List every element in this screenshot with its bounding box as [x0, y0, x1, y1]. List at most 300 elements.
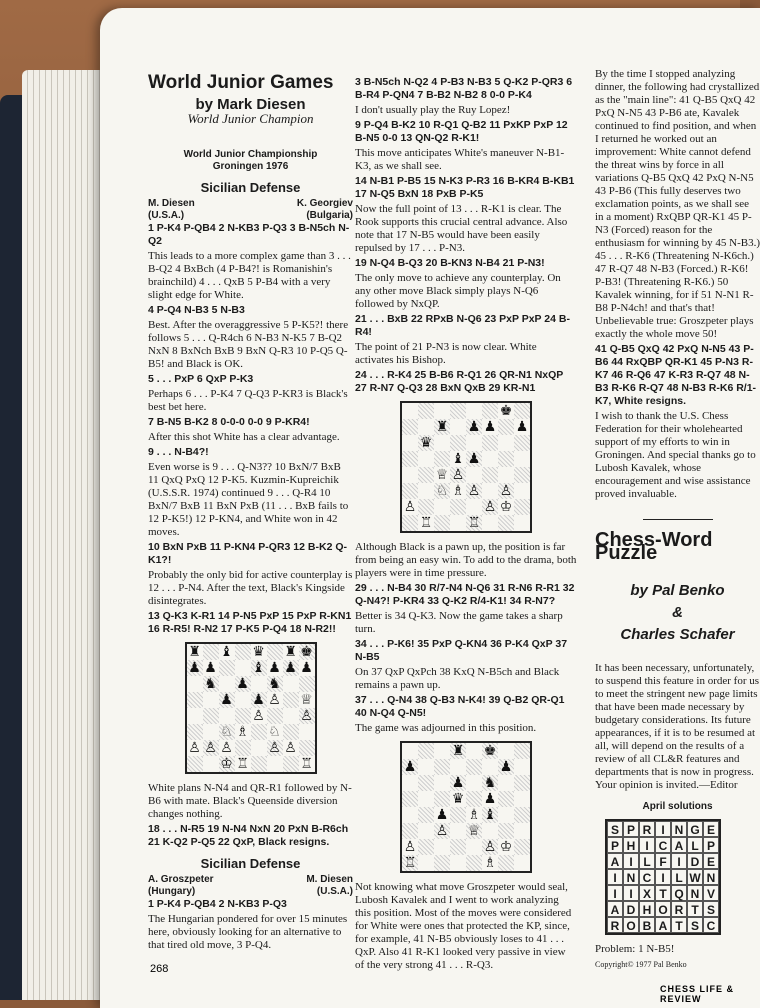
grid-cell: N	[623, 869, 639, 885]
board-square	[466, 467, 482, 483]
board-square: ♞	[204, 676, 217, 692]
board-square	[267, 644, 283, 660]
board-square: ♟	[483, 791, 497, 807]
problem-solution: Problem: 1 N-B5!	[595, 943, 675, 955]
grid-cell: I	[655, 869, 671, 885]
board-square	[251, 756, 267, 772]
grid-cell: N	[671, 821, 687, 837]
board-square: ♙	[220, 740, 233, 756]
board-square	[418, 467, 434, 483]
board-square	[203, 708, 219, 724]
board-square	[235, 644, 251, 660]
puzzle-author-2: Charles Schafer	[620, 626, 735, 643]
annotation: Perhaps 6 . . . P-K4 7 Q-Q3 P-KR3 is Black's best bet here.	[148, 388, 348, 413]
board-square: ♙	[252, 708, 265, 724]
board-square	[450, 435, 466, 451]
board-square	[418, 483, 434, 499]
board-square: ♛	[419, 435, 433, 451]
moves: 24 . . . R-K4 25 B-B6 R-Q1 26 QR-N1 NxQP 27 R-N7 Q-Q3 28 BxN QxB 29 KR-N1	[355, 369, 564, 394]
board-square: ♟	[236, 676, 249, 692]
moves: 1 P-K4 P-QB4 2 N-KB3 P-Q3 3 B-N5ch N-Q2	[148, 222, 350, 247]
board-square: ♖	[300, 756, 313, 772]
board-square	[402, 515, 418, 531]
grid-cell: N	[703, 869, 719, 885]
board-square	[498, 823, 514, 839]
game2-white-country: (Hungary)	[148, 886, 196, 897]
board-square: ♗	[451, 483, 465, 499]
board-square: ♙	[499, 483, 513, 499]
board-square	[434, 839, 450, 855]
board-square: ♙	[451, 467, 465, 483]
board-square	[482, 515, 498, 531]
board-square	[498, 807, 514, 823]
grid-cell: E	[703, 853, 719, 869]
board-square: ♚	[300, 644, 313, 660]
copyright: Copyright© 1977 Pal Benko	[595, 960, 687, 969]
game1-white-country: (U.S.A.)	[148, 210, 185, 221]
moves: 4 P-Q4 N-B3 5 N-B3	[148, 304, 245, 316]
annotation: The only move to achieve any counterplay. On any other move Black simply plays N-Q6 followed by NxQP.	[355, 272, 561, 310]
board-square	[187, 676, 203, 692]
grid-cell: T	[671, 917, 687, 933]
board-square	[418, 419, 434, 435]
grid-cell: C	[655, 837, 671, 853]
board-square	[450, 839, 466, 855]
grid-cell: L	[687, 837, 703, 853]
board-square: ♝	[252, 660, 265, 676]
board-square	[402, 743, 418, 759]
board-square	[267, 708, 283, 724]
board-square: ♗	[236, 724, 249, 740]
grid-cell: C	[703, 917, 719, 933]
moves: 10 BxN PxB 11 P-KN4 P-QR3 12 B-K2 Q-K1?!	[148, 541, 347, 566]
board-square	[466, 775, 482, 791]
board-square	[434, 791, 450, 807]
board-square	[498, 435, 514, 451]
grid-cell: L	[671, 869, 687, 885]
article-byline: by Mark Diesen	[195, 96, 306, 113]
board-square	[514, 743, 530, 759]
board-square	[187, 708, 203, 724]
board-square	[434, 775, 450, 791]
event-name	[148, 149, 353, 173]
board-square: ♙	[483, 839, 497, 855]
board-square	[514, 839, 530, 855]
board-square: ♝	[220, 644, 233, 660]
grid-cell: A	[671, 837, 687, 853]
board-square	[514, 499, 530, 515]
board-square	[450, 515, 466, 531]
board-square: ♟	[204, 660, 217, 676]
board-square	[514, 823, 530, 839]
board-square	[235, 740, 251, 756]
board-square	[466, 499, 482, 515]
board-square	[482, 467, 498, 483]
board-square: ♘	[220, 724, 233, 740]
board-square	[482, 759, 498, 775]
grid-cell: P	[703, 837, 719, 853]
board-square: ♖	[467, 515, 481, 531]
board-square	[418, 499, 434, 515]
grid-cell: S	[703, 901, 719, 917]
chess-diagram-3	[400, 741, 532, 873]
board-square	[418, 791, 434, 807]
board-square	[402, 419, 418, 435]
board-square	[283, 676, 299, 692]
board-square: ♚	[483, 743, 497, 759]
grid-cell: O	[623, 917, 639, 933]
board-square: ♞	[483, 775, 497, 791]
board-square	[482, 403, 498, 419]
board-square: ♟	[467, 419, 481, 435]
grid-cell: H	[639, 901, 655, 917]
grid-cell: F	[655, 853, 671, 869]
grid-cell: S	[687, 917, 703, 933]
moves: 7 B-N5 B-K2 8 0-0-0 0-0 9 P-KR4!	[148, 416, 310, 428]
board-square	[402, 823, 418, 839]
board-square: ♙	[204, 740, 217, 756]
board-square	[466, 791, 482, 807]
board-square: ♙	[188, 740, 201, 756]
board-square: ♙	[284, 740, 297, 756]
moves: 29 . . . N-B4 30 R/7-N4 N-Q6 31 R-N6 R-R1 32 Q-N4?! P-KR4 33 Q-K2 R/4-K1! 34 R-N7?	[355, 582, 575, 607]
board-square: ♗	[483, 855, 497, 871]
board-square	[498, 419, 514, 435]
board-square: ♟	[252, 692, 265, 708]
grid-cell: B	[639, 917, 655, 933]
board-square	[267, 756, 283, 772]
board-square	[466, 855, 482, 871]
board-square: ♚	[499, 403, 513, 419]
board-square	[402, 775, 418, 791]
board-square	[299, 676, 315, 692]
acknowledgement: I wish to thank the U.S. Chess Federation for their wholehearted support of my efforts to win in Groningen. And special thanks go to Lubosh Kavalek, whose encouragement and wise assistance proved invaluable.	[595, 410, 756, 500]
running-footer: CHESS LIFE & REVIEW	[660, 984, 735, 1004]
board-square	[402, 791, 418, 807]
board-square	[434, 515, 450, 531]
board-square	[498, 791, 514, 807]
board-square	[203, 692, 219, 708]
board-square	[482, 483, 498, 499]
board-square	[450, 855, 466, 871]
board-square	[434, 743, 450, 759]
grid-cell: A	[607, 853, 623, 869]
moves: 14 N-B1 P-B5 15 N-K3 P-R3 16 B-KR4 B-KB1 17 N-Q5 BxN 18 PxB P-K5	[355, 175, 575, 200]
game2-black-country: (U.S.A.)	[316, 886, 353, 897]
board-square	[418, 451, 434, 467]
board-square	[283, 724, 299, 740]
annotation: The game was adjourned in this position.	[355, 722, 537, 734]
grid-cell: T	[655, 885, 671, 901]
board-square	[418, 855, 434, 871]
board-square	[235, 660, 251, 676]
board-square	[514, 467, 530, 483]
board-square	[402, 467, 418, 483]
board-square	[235, 692, 251, 708]
board-square	[402, 435, 418, 451]
board-square	[219, 708, 235, 724]
board-square	[187, 756, 203, 772]
board-square	[498, 467, 514, 483]
board-square	[434, 403, 450, 419]
annotation: After this shot White has a clear advantage.	[148, 431, 340, 443]
board-square	[450, 419, 466, 435]
board-square	[466, 759, 482, 775]
board-square: ♘	[435, 483, 449, 499]
board-square	[498, 515, 514, 531]
grid-cell: X	[639, 885, 655, 901]
moves: 13 Q-K3 K-R1 14 P-N5 PxP 15 PxP R-KN1 16 R-R5! R-N2 17 P-K5 P-Q4 18 N-R2!!	[148, 610, 352, 635]
board-square	[466, 743, 482, 759]
grid-cell: D	[687, 853, 703, 869]
moves: 1 P-K4 P-QB4 2 N-KB3 P-Q3	[148, 898, 287, 910]
annotation: Best. After the overaggressive 5 P-K5?! there follows 5 . . . Q-R4ch 6 N-B3 N-K5 7 B-Q2 NxN 8 BxNch BxB 9 BxN Q-R3 10 P-Q5 Q-B5! and Black is OK.	[148, 319, 349, 370]
moves: 37 . . . Q-N4 38 Q-B3 N-K4! 39 Q-B2 QR-Q1 40 N-Q4 Q-N5!	[355, 694, 565, 719]
board-square: ♛	[252, 644, 265, 660]
board-square	[251, 740, 267, 756]
board-square: ♛	[451, 791, 465, 807]
board-square	[482, 435, 498, 451]
grid-cell: I	[671, 853, 687, 869]
board-square: ♙	[403, 839, 417, 855]
grid-cell: W	[687, 869, 703, 885]
board-square: ♙	[268, 740, 281, 756]
puzzle-author-1: by Pal Benko	[630, 582, 725, 599]
game2-black: M. Diesen	[306, 874, 353, 885]
game1-players	[148, 198, 353, 222]
board-square: ♙	[467, 483, 481, 499]
april-solutions-label: April solutions	[642, 801, 713, 812]
board-square: ♟	[435, 807, 449, 823]
moves: 19 N-Q4 B-Q3 20 B-KN3 N-B4 21 P-N3!	[355, 257, 545, 269]
grid-cell: O	[655, 901, 671, 917]
game1-white: M. Diesen	[148, 198, 195, 209]
annotation: This move anticipates White's maneuver N-B1-K3, as we shall see.	[355, 147, 565, 172]
board-square	[418, 403, 434, 419]
board-square	[203, 756, 219, 772]
board-square	[482, 823, 498, 839]
board-square	[450, 403, 466, 419]
board-square: ♟	[300, 660, 313, 676]
moves: 3 B-N5ch N-Q2 4 P-B3 N-B3 5 Q-K2 P-QR3 6 B-R4 P-QN4 7 B-B2 N-B2 8 0-0 P-K4	[355, 76, 573, 101]
board-square: ♖	[419, 515, 433, 531]
chess-diagram-1	[185, 642, 317, 774]
board-square	[251, 676, 267, 692]
board-square	[514, 759, 530, 775]
board-square: ♟	[467, 451, 481, 467]
grid-cell: N	[687, 885, 703, 901]
board-square	[498, 743, 514, 759]
moves: 9 P-Q4 B-K2 10 R-Q1 Q-B2 11 PxKP PxP 12 B-N5 0-0 13 QN-Q2 R-K1!	[355, 119, 568, 144]
board-square: ♞	[268, 676, 281, 692]
grid-cell: Q	[671, 885, 687, 901]
board-square	[187, 692, 203, 708]
moves: 5 . . . PxP 6 QxP P-K3	[148, 373, 254, 385]
board-square	[498, 855, 514, 871]
board-square	[450, 759, 466, 775]
board-square	[283, 756, 299, 772]
board-square: ♔	[499, 499, 513, 515]
grid-cell: I	[623, 885, 639, 901]
annotation: Not knowing what move Groszpeter would seal, Lubosh Kavalek and I went to work analyzing this position. Most of the moves were considered for White were ones that protected the KP, since, for example, 41 N-B5 obviously loses to 41 . . . QxP. Also 41 R-K1 looked very passive in view of the very strong 41 . . . R-Q3.	[355, 881, 572, 971]
grid-cell: C	[639, 869, 655, 885]
board-square: ♟	[451, 775, 465, 791]
board-square: ♟	[403, 759, 417, 775]
grid-cell: R	[607, 917, 623, 933]
board-square: ♟	[483, 419, 497, 435]
puzzle-byline	[595, 580, 760, 646]
board-square	[418, 743, 434, 759]
page-number: 268	[150, 963, 169, 975]
board-square	[283, 708, 299, 724]
grid-cell: S	[607, 821, 623, 837]
board-square	[418, 807, 434, 823]
word-puzzle-grid	[605, 819, 721, 935]
board-square	[450, 823, 466, 839]
board-square: ♝	[451, 451, 465, 467]
board-square	[418, 775, 434, 791]
board-square: ♟	[268, 660, 281, 676]
chess-diagram-2	[400, 401, 532, 533]
game1-black-country: (Bulgaria)	[306, 210, 353, 221]
annotation: I don't usually play the Ruy Lopez!	[355, 104, 511, 116]
board-square	[514, 515, 530, 531]
annotation: Probably the only bid for active counterplay is 12 . . . P-N4. After the text, Black's Kingside disintegrates.	[148, 569, 353, 607]
board-square	[434, 499, 450, 515]
game2-players	[148, 874, 353, 898]
grid-cell: I	[623, 853, 639, 869]
board-square	[514, 483, 530, 499]
board-square	[418, 823, 434, 839]
board-square: ♔	[220, 756, 233, 772]
board-square	[434, 435, 450, 451]
board-square	[299, 740, 315, 756]
event-line-2: Groningen 1976	[212, 161, 289, 172]
board-square: ♜	[284, 644, 297, 660]
annotation: Better is 34 Q-K3. Now the game takes a sharp turn.	[355, 610, 563, 635]
board-square: ♖	[403, 855, 417, 871]
board-square	[514, 775, 530, 791]
magazine-page	[100, 8, 760, 1008]
board-square: ♟	[220, 692, 233, 708]
board-square: ♔	[499, 839, 513, 855]
board-square	[434, 855, 450, 871]
annotation: Now the full point of 13 . . . R-K1 is clear. The Rook supports this crucial central advance. Also note that 17 N-B5 would have been easily repulsed by 17 . . . P-N3.	[355, 203, 568, 254]
moves: 18 . . . N-R5 19 N-N4 NxN 20 PxN B-R6ch 21 K-Q2 P-Q5 22 QxP, Black resigns.	[148, 823, 349, 848]
board-square	[434, 451, 450, 467]
event-line-1: World Junior Championship	[183, 149, 318, 160]
board-square	[402, 483, 418, 499]
board-square	[466, 403, 482, 419]
board-square	[514, 403, 530, 419]
board-square	[219, 660, 235, 676]
board-square	[203, 724, 219, 740]
board-square	[251, 724, 267, 740]
board-square: ♟	[188, 660, 201, 676]
author-title: World Junior Champion	[187, 111, 314, 126]
grid-cell: A	[655, 917, 671, 933]
board-square: ♕	[435, 467, 449, 483]
board-square: ♜	[435, 419, 449, 435]
moves: 21 . . . BxB 22 RPxB N-Q6 23 PxP PxP 24 B-R4!	[355, 313, 570, 338]
board-square	[402, 451, 418, 467]
board-square: ♝	[483, 807, 497, 823]
board-square: ♙	[435, 823, 449, 839]
board-square: ♙	[483, 499, 497, 515]
section-divider	[643, 519, 713, 520]
board-square	[466, 839, 482, 855]
board-square	[283, 692, 299, 708]
moves: 34 . . . P-K6! 35 PxP Q-KN4 36 P-K4 QxP 37 N-B5	[355, 638, 568, 663]
grid-cell: I	[639, 837, 655, 853]
board-square	[514, 807, 530, 823]
grid-cell: G	[687, 821, 703, 837]
grid-cell: P	[607, 837, 623, 853]
grid-cell: A	[607, 901, 623, 917]
annotation: The Hungarian pondered for over 15 minutes here, obviously looking for an alternative to that tired old move, 3 P-Q4.	[148, 913, 348, 951]
grid-cell: D	[623, 901, 639, 917]
board-square	[482, 451, 498, 467]
moves: 41 Q-B5 QxQ 42 PxQ N-N5 43 P-B6 44 RxQBP QR-K1 45 P-N3 R-K7 46 R-Q6 47 K-R3 R-Q7 48 N-B3 R-K6 R-Q7 48 N-B3 R-K6 R/1-K7, White resigns.	[595, 343, 757, 407]
board-square: ♙	[268, 692, 281, 708]
game2-opening: Sicilian Defense	[200, 856, 301, 871]
board-square	[219, 676, 235, 692]
grid-cell: I	[655, 821, 671, 837]
board-square: ♟	[284, 660, 297, 676]
grid-cell: R	[671, 901, 687, 917]
board-square: ♕	[467, 823, 481, 839]
board-square	[514, 435, 530, 451]
puzzle-title: Chess-Word Puzzle	[595, 529, 713, 564]
puzzle-ampersand: &	[672, 604, 683, 621]
grid-cell: V	[703, 885, 719, 901]
game2-white: A. Groszpeter	[148, 874, 214, 885]
column-2	[355, 76, 577, 974]
annotation: Although Black is a pawn up, the position is far from being an easy win. To add to the drama, both players were in time pressure.	[355, 541, 577, 579]
annotation: The point of 21 P-N3 is now clear. White activates his Bishop.	[355, 341, 537, 366]
article-title: World Junior Games	[148, 72, 334, 93]
grid-cell: P	[623, 821, 639, 837]
annotation: Even worse is 9 . . . Q-N3?? 10 BxN/7 BxB 11 QxQ PxQ 12 P-K5. Kuzmin-Kupreichik (U.S.S.R. 1974) continued 9 . . . Q-R4 10 BxN/7 BxB 11 BxN PxB (11 . . . BxB fails to 12 P-K5!) 12 P-KN4, and White won in 42 moves.	[148, 461, 349, 538]
column-3	[595, 68, 760, 971]
board-square: ♙	[300, 708, 313, 724]
board-square: ♜	[188, 644, 201, 660]
grid-cell: H	[623, 837, 639, 853]
grid-cell: R	[639, 821, 655, 837]
board-square	[418, 759, 434, 775]
annotation: On 37 QxP QxPch 38 KxQ N-B5ch and Black remains a pawn up.	[355, 666, 560, 691]
board-square: ♖	[236, 756, 249, 772]
board-square	[402, 403, 418, 419]
game1-black: K. Georgiev	[296, 198, 353, 209]
board-square	[450, 807, 466, 823]
column-1	[148, 68, 353, 954]
board-square	[498, 451, 514, 467]
editor-note: It has been necessary, unfortunately, to suspend this feature in order for us to meet the stringent new page limits that have been made necessary by budgetary considerations. Its future appearances, if it is to be resumed at all, will depend on the results of a review of all CL&R features and departments that is now in progress. Your opinion is invited.—Editor	[595, 662, 760, 791]
board-square	[402, 807, 418, 823]
board-square	[434, 759, 450, 775]
board-square	[203, 644, 219, 660]
board-square	[187, 724, 203, 740]
board-square: ♕	[300, 692, 313, 708]
board-square	[299, 724, 315, 740]
board-square	[514, 451, 530, 467]
board-square	[450, 499, 466, 515]
game1-opening: Sicilian Defense	[200, 180, 301, 195]
moves: 9 . . . N-B4?!	[148, 446, 209, 458]
annotation: White plans N-N4 and QR-R1 followed by N-B6 with mate. Black's Queenside diversion changes nothing.	[148, 782, 352, 820]
board-square	[514, 791, 530, 807]
